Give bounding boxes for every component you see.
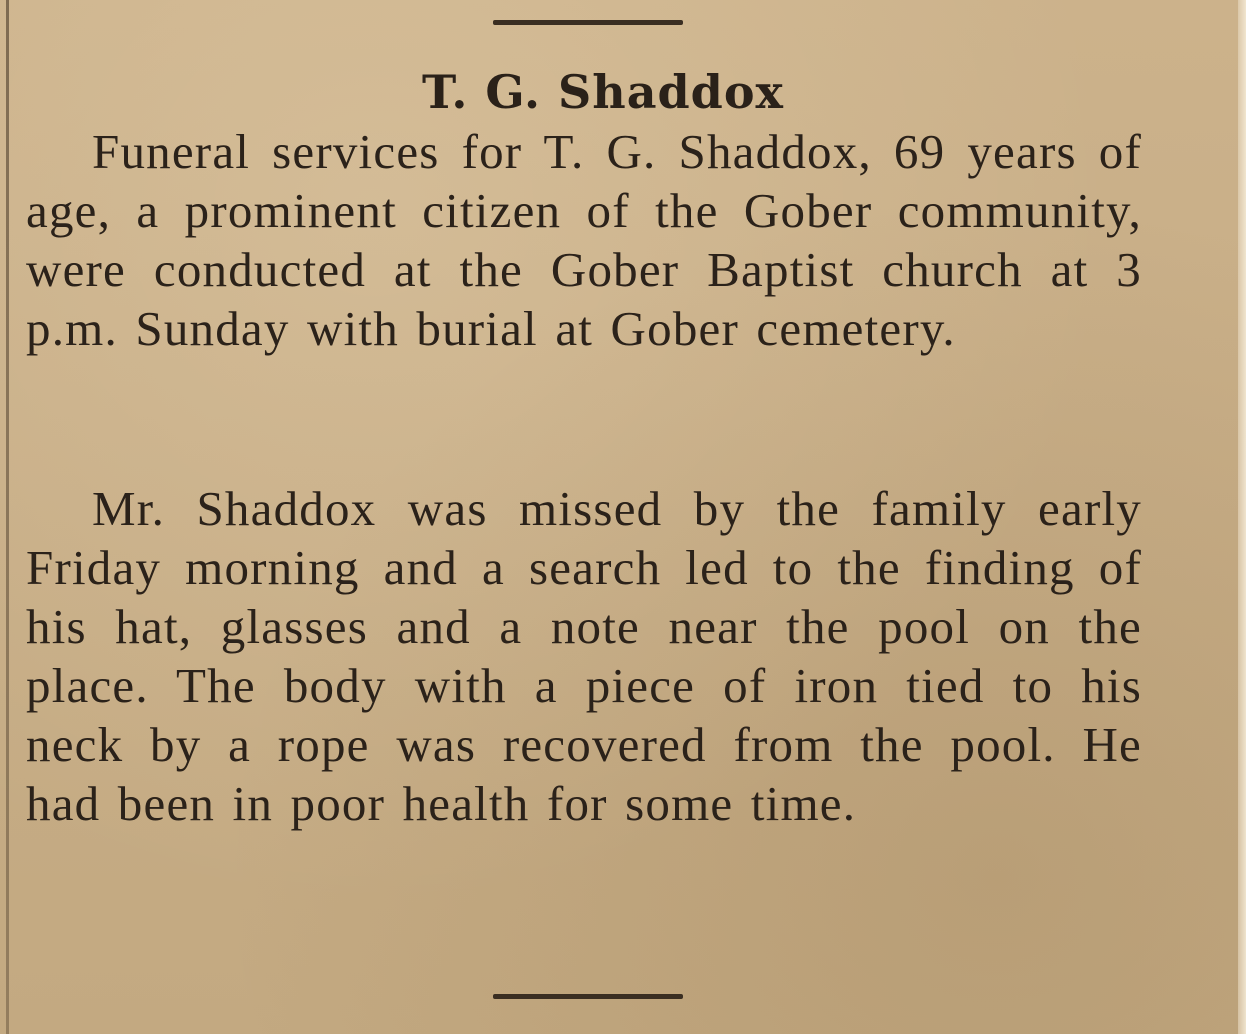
column-rule: [6, 0, 9, 1034]
clipping-edge: [1238, 0, 1246, 1034]
bottom-separator-dash: [493, 994, 683, 999]
article-headline: T. G. Shaddox: [422, 65, 784, 119]
paragraph-text: Funeral services for T. G. Shaddox, 69 years of age, a prominent citizen of the Gober community, were conducted at the Gober Baptist church at 3 p.m. Sunday with burial at Gober cemetery.: [26, 124, 1142, 356]
article-paragraph-2: [26, 479, 1142, 833]
paragraph-text: Mr. Shaddox was missed by the family early Friday morning and a search led to the finding of his hat, glasses and a note near the pool on the place. The body with a piece of iron tied to his neck by a rope was recovered from the pool. He had been in poor health for some time.: [26, 481, 1142, 831]
article-paragraph-1: [26, 122, 1142, 358]
top-separator-dash: [493, 20, 683, 25]
